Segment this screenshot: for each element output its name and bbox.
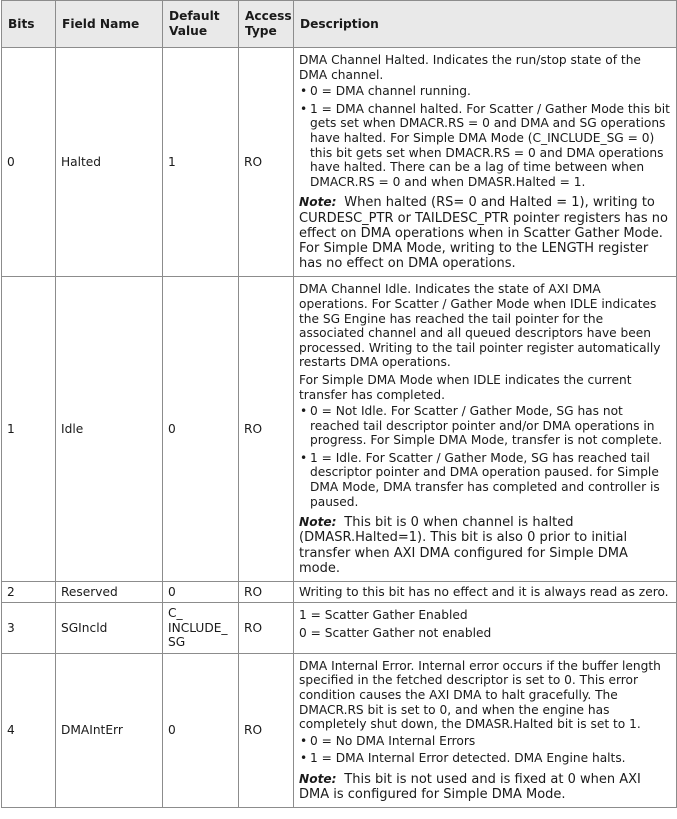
description-text: 0 = Scatter Gather not enabled: [299, 625, 492, 640]
cell-bits: 1: [2, 277, 56, 582]
register-field-table: [1, 0, 677, 808]
cell-description: [294, 582, 677, 603]
header-field-name: Field Name: [56, 1, 163, 48]
description-text: DMA Channel Halted. Indicates the run/stop state of the DMA channel.: [299, 53, 641, 82]
cell-bits: 3: [2, 603, 56, 654]
description-text: Writing to this bit has no effect and it is always read as zero.: [299, 585, 669, 600]
bullet-list: [299, 84, 672, 189]
note: [299, 772, 672, 802]
description-text: DMA Channel Idle. Indicates the state of AXI DMA operations. For Scatter / Gather Mode when IDLE indicates the SG Engine has reached the tail pointer for the associated channel and all queued descriptors have been processed. Writing to the tail pointer register automatically restarts DMA operations.: [299, 282, 661, 370]
cell-access-type: RO: [239, 48, 294, 277]
cell-access-type: RO: [239, 582, 294, 603]
list-item: • 0 = Not Idle. For Scatter / Gather Mode, SG has not reached tail descriptor pointer and/or DMA operations in progress. For Simple DMA Mode, transfer is not complete.: [299, 404, 672, 448]
cell-description: [294, 653, 677, 808]
cell-default-value: C_ INCLUDE_ SG: [163, 603, 239, 654]
cell-default-value: 1: [163, 48, 239, 277]
list-item: • 1 = DMA channel halted. For Scatter / Gather Mode this bit gets set when DMACR.RS = 0 and DMA and SG operations have halted. For Simple DMA Mode (C_INCLUDE_SG = 0) this bit gets set when DMACR.RS = 0 and DMA operations have halted. There can be a lag of time between when DMACR.RS = 0 and when DMASR.Halted = 1.: [299, 102, 672, 190]
list-item: • 1 = Idle. For Scatter / Gather Mode, SG has reached tail descriptor pointer and DMA operation paused. for Simple DMA Mode, DMA transfer has completed and controller is paused.: [299, 451, 672, 509]
header-default-value: Default Value: [163, 1, 239, 48]
cell-field-name: Halted: [56, 48, 163, 277]
table-row: [2, 277, 677, 582]
list-item: • 0 = No DMA Internal Errors: [299, 734, 672, 749]
note-label: Note:: [299, 772, 337, 787]
list-item: • 0 = DMA channel running.: [299, 84, 672, 99]
cell-field-name: Reserved: [56, 582, 163, 603]
note-label: Note:: [299, 195, 337, 210]
note-label: Note:: [299, 515, 337, 530]
cell-field-name: SGIncld: [56, 603, 163, 654]
cell-default-value: 0: [163, 277, 239, 582]
note-text: When halted (RS= 0 and Halted = 1), writing to CURDESC_PTR or TAILDESC_PTR pointer registers has no effect on DMA operations when in Scatter Gather Mode. For Simple DMA Mode, writing to the LENGTH register has no effect on DMA operations.: [299, 195, 668, 272]
table-row: [2, 582, 677, 603]
note: [299, 515, 672, 576]
cell-access-type: RO: [239, 603, 294, 654]
cell-access-type: RO: [239, 653, 294, 808]
cell-access-type: RO: [239, 277, 294, 582]
cell-description: [294, 603, 677, 654]
table-row: [2, 653, 677, 808]
description-text: For Simple DMA Mode when IDLE indicates the current transfer has completed.: [299, 372, 632, 402]
header-row: [2, 1, 677, 48]
cell-field-name: DMAIntErr: [56, 653, 163, 808]
list-item: • 1 = DMA Internal Error detected. DMA Engine halts.: [299, 751, 672, 766]
cell-default-value: 0: [163, 582, 239, 603]
bullet-list: [299, 404, 672, 509]
cell-bits: 4: [2, 653, 56, 808]
cell-field-name: Idle: [56, 277, 163, 582]
cell-description: [294, 48, 677, 277]
note: [299, 195, 672, 271]
description-text: DMA Internal Error. Internal error occurs if the buffer length specified in the fetched descriptor is set to 0. This error condition causes the AXI DMA to halt gracefully. The DMACR.RS bit is set to 0, and when the engine has completely shut down, the DMASR.Halted bit is set to 1.: [299, 658, 661, 732]
cell-description: [294, 277, 677, 582]
header-bits: Bits: [2, 1, 56, 48]
header-description: Description: [294, 1, 677, 48]
header-access-type: Access Type: [239, 1, 294, 48]
note-text: This bit is not used and is fixed at 0 when AXI DMA is configured for Simple DMA Mode.: [299, 772, 641, 803]
table-row: [2, 603, 677, 654]
table-row: [2, 48, 677, 277]
bullet-list: [299, 734, 672, 766]
note-text: This bit is 0 when channel is halted (DMASR.Halted=1). This bit is also 0 prior to initial transfer when AXI DMA configured for Simple DMA mode.: [299, 515, 628, 576]
cell-default-value: 0: [163, 653, 239, 808]
description-text: 1 = Scatter Gather Enabled: [299, 608, 468, 623]
cell-bits: 0: [2, 48, 56, 277]
cell-bits: 2: [2, 582, 56, 603]
